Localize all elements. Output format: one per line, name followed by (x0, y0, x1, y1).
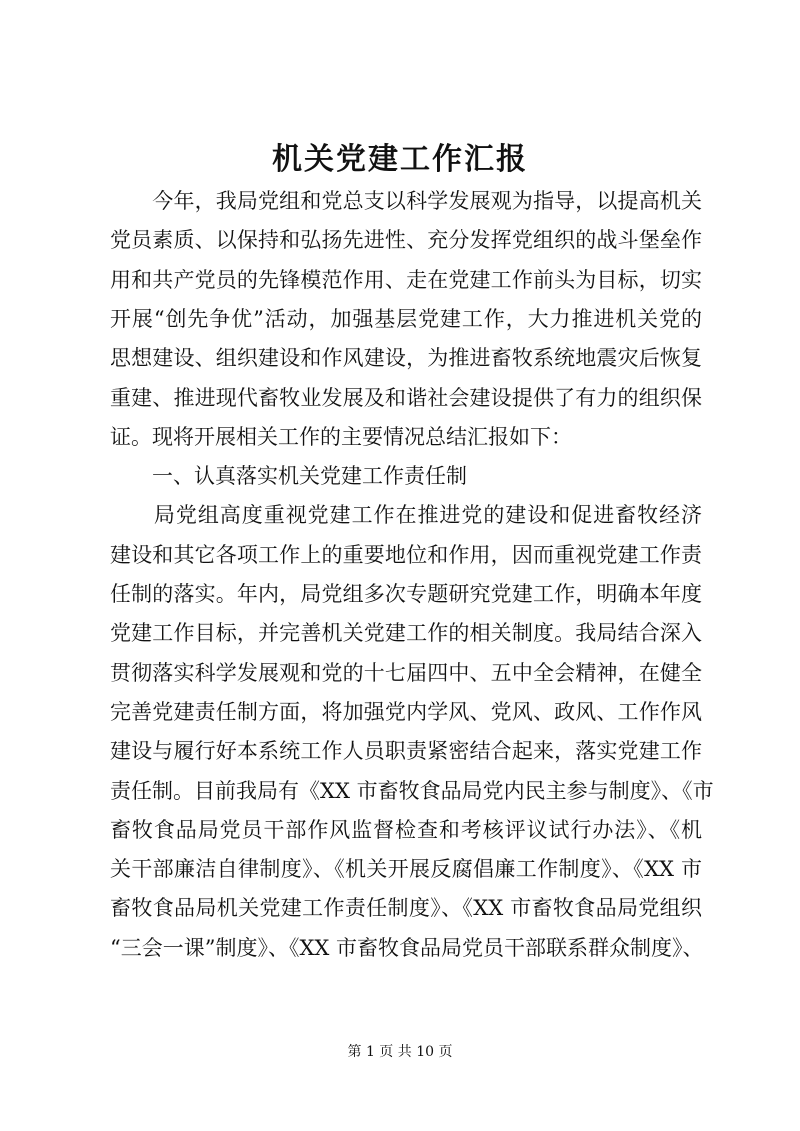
page-footer: 第 1 页 共 10 页 (347, 1044, 453, 1060)
body-line: 重建、推进现代畜牧业发展及和谐社会建设提供了有力的组织保 (110, 385, 702, 410)
body-line: 畜牧食品局机关党建工作责任制度》、《XX 市畜牧食品局党组织 (110, 896, 702, 921)
body-line: 责任制。目前我局有《XX 市畜牧食品局党内民主参与制度》、《市 (110, 778, 714, 803)
body-line: 建设和其它各项工作上的重要地位和作用，因而重视党建工作责 (110, 542, 702, 567)
body-line: 贯彻落实科学发展观和党的十七届四中、五中全会精神，在健全 (110, 660, 702, 685)
body-line: “三会一课”制度》、《XX 市畜牧食品局党员干部联系群众制度》、 (110, 935, 704, 960)
body-line: 思想建设、组织建设和作风建设，为推进畜牧系统地震灾后恢复 (110, 346, 702, 371)
document-title: 机关党建工作汇报 (272, 142, 528, 177)
body-line: 今年，我局党组和党总支以科学发展观为指导，以提高机关 (110, 189, 702, 213)
body-line: 党员素质、以保持和弘扬先进性、充分发挥党组织的战斗堡垒作 (110, 228, 702, 253)
body-line: 开展“创先争优”活动，加强基层党建工作，大力推进机关党的 (110, 306, 702, 331)
body-line: 完善党建责任制方面，将加强党内学风、党风、政风、工作作风 (110, 699, 702, 724)
body-line: 党建工作目标，并完善机关党建工作的相关制度。我局结合深入 (110, 621, 702, 646)
body-line: 一、认真落实机关党建工作责任制 (110, 464, 467, 489)
body-line: 畜牧食品局党员干部作风监督检查和考核评议试行办法》、《机 (110, 817, 702, 842)
body-line: 任制的落实。年内，局党组多次专题研究党建工作，明确本年度 (110, 582, 702, 606)
body-line: 关干部廉洁自律制度》、《机关开展反腐倡廉工作制度》、《XX 市 (110, 857, 702, 882)
body-line: 证。现将开展相关工作的主要情况总结汇报如下： (110, 424, 572, 449)
body-line: 建设与履行好本系统工作人员职责紧密结合起来，落实党建工作 (110, 739, 702, 764)
body-line: 用和共产党员的先锋模范作用、走在党建工作前头为目标，切实 (110, 267, 702, 292)
body-line: 局党组高度重视党建工作在推进党的建设和促进畜牧经济 (110, 503, 702, 528)
